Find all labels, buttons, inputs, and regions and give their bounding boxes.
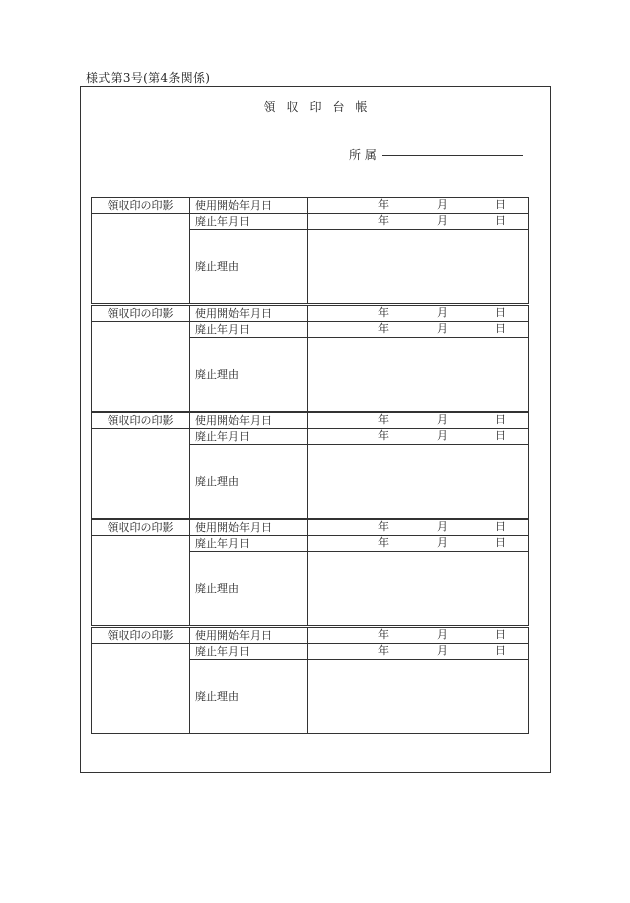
month-label: 月 [437,198,448,211]
abolish-date-field[interactable] [308,322,529,338]
seal-register-entry [91,412,529,519]
abolish-reason-field[interactable] [308,660,529,734]
start-date-field[interactable] [308,520,529,536]
abolish-date-field[interactable] [308,214,529,230]
start-date-field[interactable] [308,306,529,322]
year-label: 年 [378,214,389,227]
seal-impression-box[interactable] [92,322,190,412]
year-label: 年 [378,429,389,442]
abolish-date-label: 廃止年月日 [190,322,308,338]
start-date-field[interactable] [308,198,529,214]
year-label: 年 [378,322,389,335]
year-label: 年 [378,306,389,319]
start-date-label: 使用開始年月日 [190,628,308,644]
month-label: 月 [437,536,448,549]
start-date-field[interactable] [308,628,529,644]
abolish-reason-label: 廃止理由 [190,552,308,626]
start-date-field[interactable] [308,413,529,429]
day-label: 日 [495,429,506,442]
seal-impression-label: 領収印の印影 [92,198,190,214]
month-label: 月 [437,520,448,533]
month-label: 月 [437,628,448,641]
start-date-label: 使用開始年月日 [190,413,308,429]
seal-impression-box[interactable] [92,644,190,734]
year-label: 年 [378,644,389,657]
abolish-reason-field[interactable] [308,230,529,304]
start-date-label: 使用開始年月日 [190,198,308,214]
seal-register-entry [91,197,529,304]
abolish-reason-field[interactable] [308,445,529,519]
month-label: 月 [437,644,448,657]
start-date-label: 使用開始年月日 [190,520,308,536]
seal-register-entry [91,305,529,412]
page-title: 領収印台帳 [263,100,379,114]
year-label: 年 [378,628,389,641]
day-label: 日 [495,198,506,211]
abolish-reason-label: 廃止理由 [190,230,308,304]
year-label: 年 [378,536,389,549]
day-label: 日 [495,536,506,549]
seal-impression-label: 領収印の印影 [92,520,190,536]
month-label: 月 [437,429,448,442]
seal-register-entry [91,627,529,734]
abolish-reason-label: 廃止理由 [190,660,308,734]
year-label: 年 [378,198,389,211]
abolish-date-field[interactable] [308,429,529,445]
form-number-label: 様式第3号(第4条関係) [86,71,211,85]
month-label: 月 [437,306,448,319]
seal-impression-label: 領収印の印影 [92,413,190,429]
seal-impression-box[interactable] [92,536,190,626]
month-label: 月 [437,413,448,426]
day-label: 日 [495,322,506,335]
affiliation-field[interactable] [382,155,523,156]
seal-impression-label: 領収印の印影 [92,628,190,644]
abolish-reason-label: 廃止理由 [190,338,308,412]
abolish-reason-field[interactable] [308,552,529,626]
abolish-date-label: 廃止年月日 [190,644,308,660]
year-label: 年 [378,413,389,426]
seal-impression-box[interactable] [92,429,190,519]
abolish-reason-field[interactable] [308,338,529,412]
affiliation-label: 所 属 [349,148,377,162]
year-label: 年 [378,520,389,533]
seal-impression-box[interactable] [92,214,190,304]
seal-impression-label: 領収印の印影 [92,306,190,322]
day-label: 日 [495,413,506,426]
day-label: 日 [495,214,506,227]
day-label: 日 [495,628,506,641]
month-label: 月 [437,214,448,227]
abolish-date-field[interactable] [308,536,529,552]
start-date-label: 使用開始年月日 [190,306,308,322]
day-label: 日 [495,306,506,319]
abolish-date-label: 廃止年月日 [190,536,308,552]
seal-register-entry [91,519,529,626]
abolish-reason-label: 廃止理由 [190,445,308,519]
abolish-date-label: 廃止年月日 [190,214,308,230]
day-label: 日 [495,520,506,533]
abolish-date-field[interactable] [308,644,529,660]
day-label: 日 [495,644,506,657]
month-label: 月 [437,322,448,335]
abolish-date-label: 廃止年月日 [190,429,308,445]
